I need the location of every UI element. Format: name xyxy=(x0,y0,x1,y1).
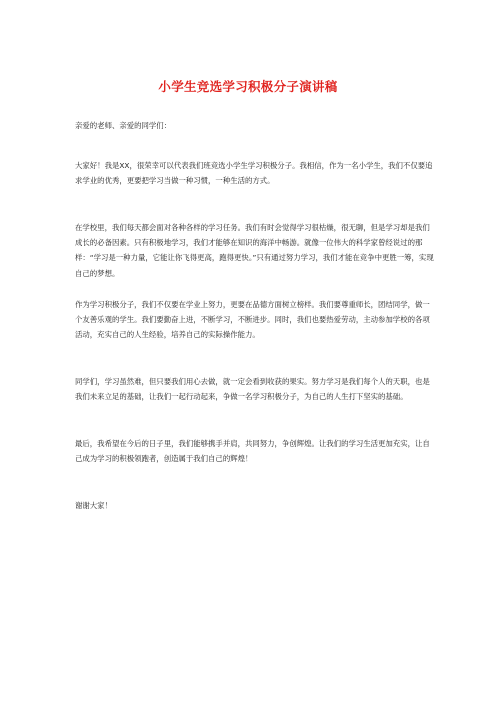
paragraph-3: 作为学习积极分子，我们不仅要在学业上努力，更要在品德方面树立榜样。我们要尊重师长，团结同学，做一个友善乐观的学生。我们要勤奋上进，不断学习，不断进步。同时，我们也要热爱劳动，主动参加学校的各项活动，充实自己的人生经验，培养自己的实际操作能力。 xyxy=(75,300,430,340)
document-title: 小学生竞选学习积极分子演讲稿 xyxy=(158,79,338,94)
paragraph-5: 最后，我希望在今后的日子里，我们能够携手并肩，共同努力，争创辉煌。让我们的学习生活更加充实，让自己成为学习的积极领跑者，创造属于我们自己的辉煌！ xyxy=(75,439,430,464)
closing-line: 谢谢大家！ xyxy=(75,501,112,510)
greeting-line: 亲爱的老师、亲爱的同学们： xyxy=(75,121,172,130)
paragraph-2: 在学校里，我们每天都会面对各种各样的学习任务。我们有时会觉得学习很枯燥，很无聊，但是学习却是我们成长的必备因素。只有积极地学习，我们才能够在知识的海洋中畅游。就像一位伟大的科学家曾经说过的那样：“学习是一种力量，它能让你飞得更高，跑得更快。”只有通过努力学习，我们才能在竞争中更胜一筹，实现自己的梦想。 xyxy=(75,223,434,278)
paragraph-1: 大家好！我是XX，很荣幸可以代表我们班竞选小学生学习积极分子。我相信，作为一名小学生，我们不仅要追求学业的优秀，更要把学习当做一种习惯，一种生活的方式。 xyxy=(75,161,433,186)
paragraph-4: 同学们，学习虽然难，但只要我们用心去做，就一定会看到收获的果实。努力学习是我们每个人的天职，也是我们未来立足的基础，让我们一起行动起来，争做一名学习积极分子，为自己的人生打下坚实的基础。 xyxy=(75,377,430,402)
